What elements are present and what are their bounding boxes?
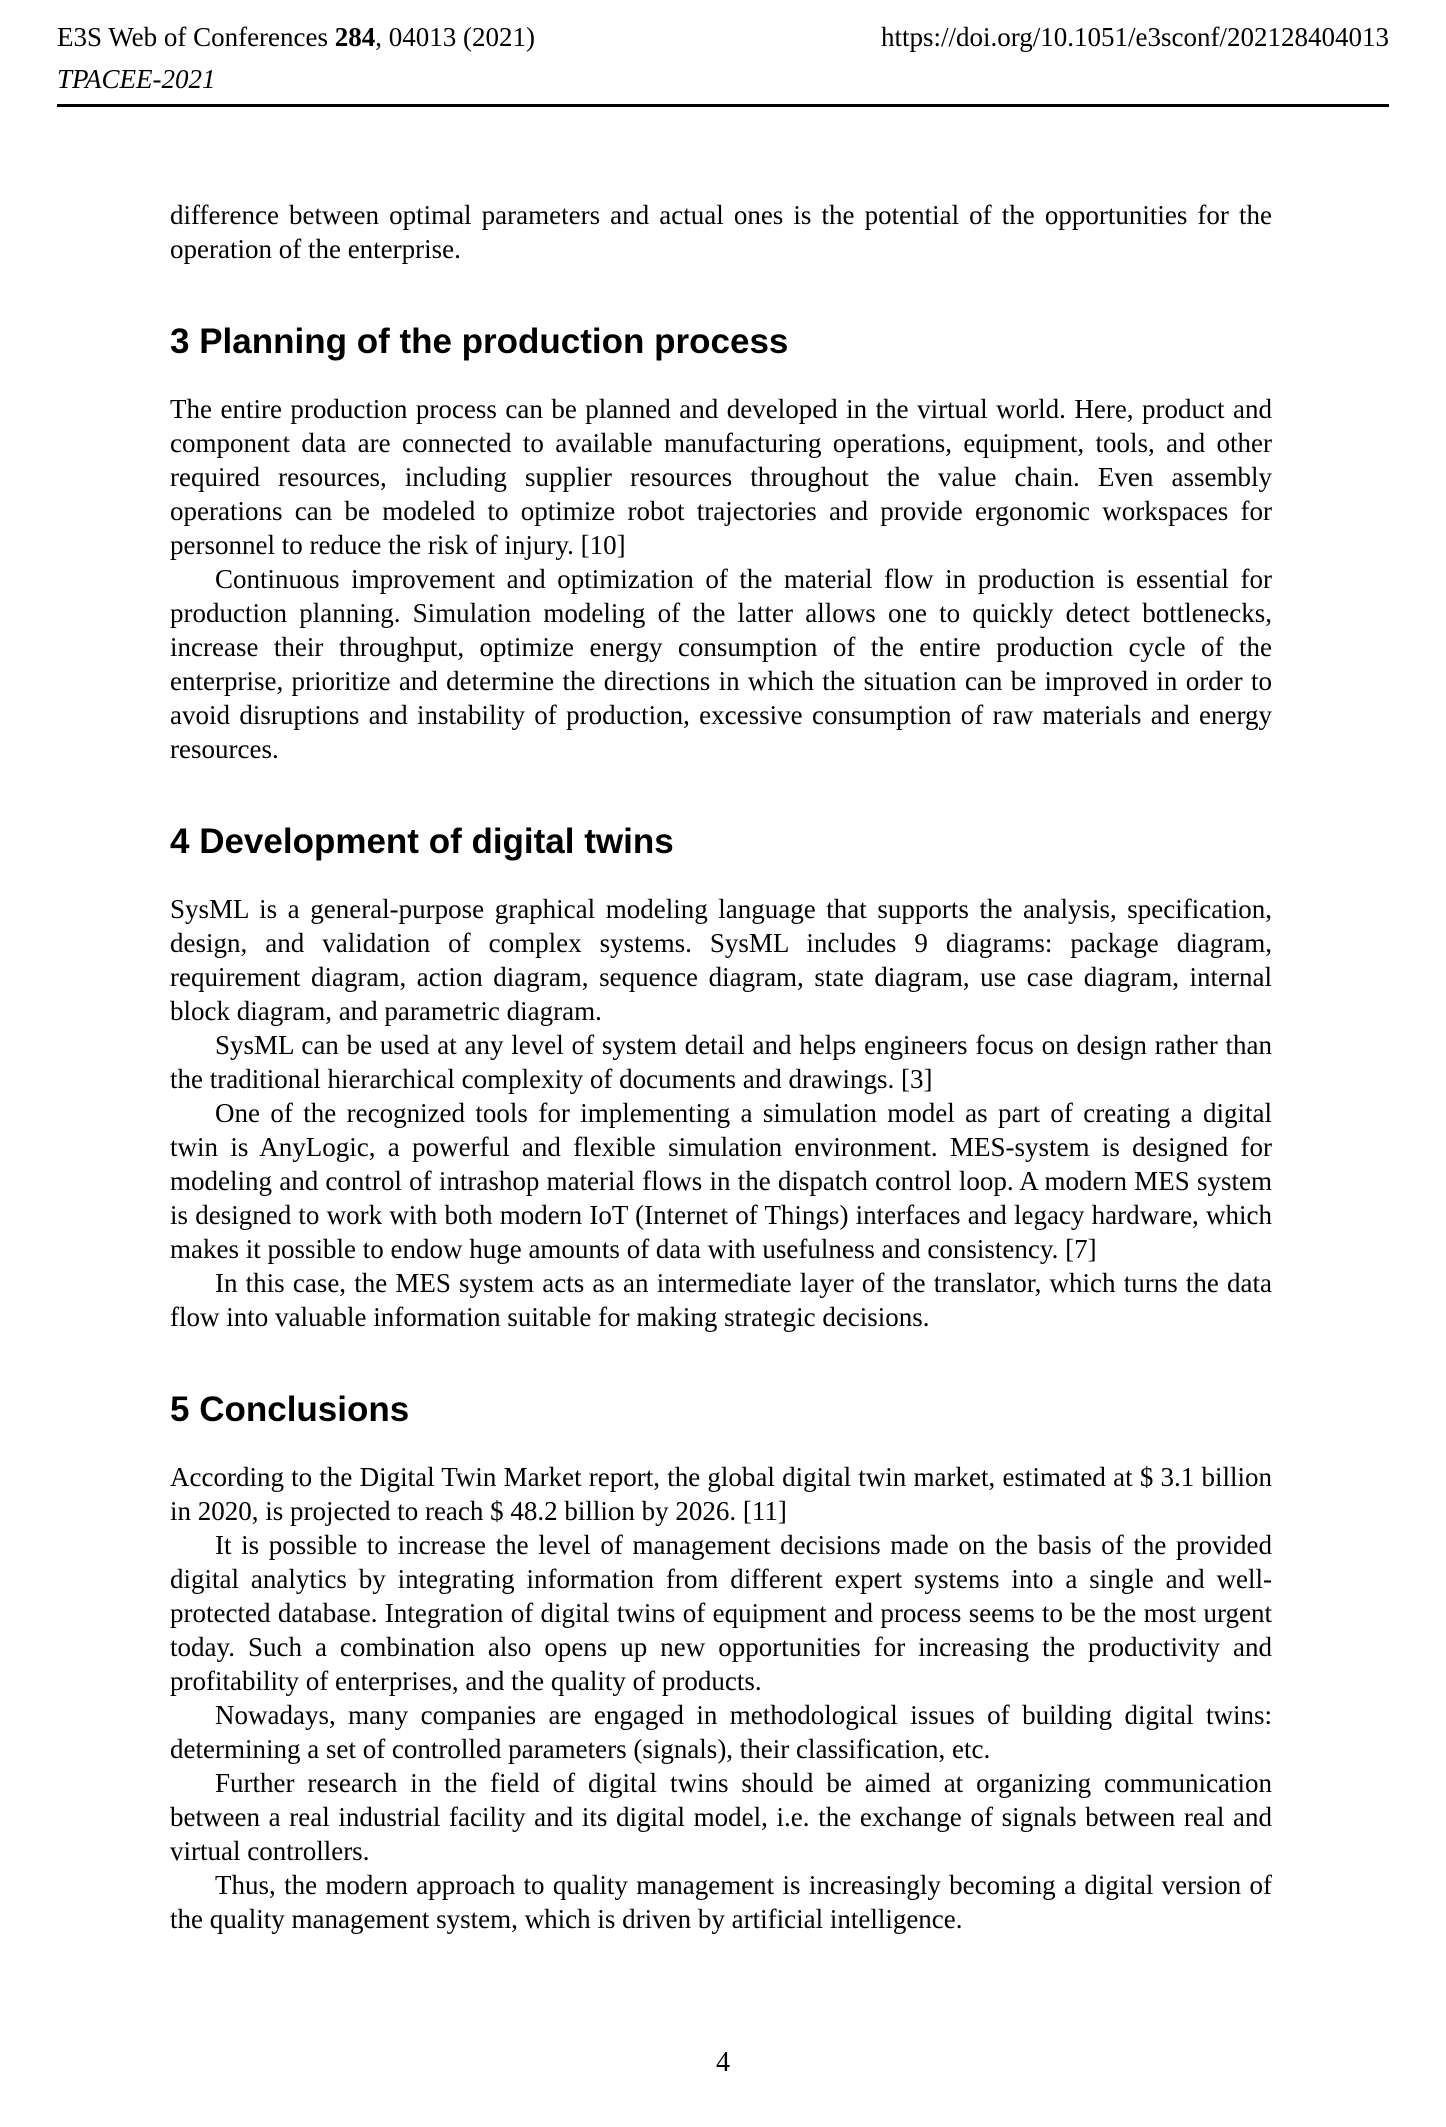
header-rule [57,104,1389,107]
header-row [57,22,1389,53]
journal-title: E3S Web of Conferences [57,22,335,52]
paragraph: Thus, the modern approach to quality management is increasingly becoming a digital version of the quality management system, which is driven by artificial intelligence. [170,1870,1272,1934]
paragraph: In this case, the MES system acts as an intermediate layer of the translator, which turns the data flow into valuable information suitable for making strategic decisions. [170,1268,1272,1332]
section-heading-digital-twins: 4 Development of digital twins [170,822,674,861]
page-header [57,22,1389,107]
section-heading-planning: 3 Planning of the production process [170,322,789,361]
paragraph: SysML can be used at any level of system detail and helps engineers focus on design rather than the traditional hierarchical complexity of documents and drawings. [3] [170,1030,1272,1094]
paragraph: Continuous improvement and optimization of the material flow in production is essential for production planning. Simulation modeling of the latter allows one to quickly detect bottlenecks, increase their throughput, optimize energy consumption of the entire production cycle of the enterprise, prioritize and determine the directions in which the situation can be improved in order to avoid disruptions and instability of production, excessive consumption of raw materials and energy resources. [170,564,1272,764]
paragraph: It is possible to increase the level of management decisions made on the basis of the provided digital analytics by integrating information from different expert systems into a single and well-protected database. Integration of digital twins of equipment and process seems to be the most urgent today. Such a combination also opens up new opportunities for increasing the productivity and profitability of enterprises, and the quality of products. [170,1530,1272,1696]
paragraph: Nowadays, many companies are engaged in methodological issues of building digital twins: determining a set of controlled parameters (signals), their classification, etc. [170,1700,1272,1764]
page-footer [0,2046,1446,2080]
article-body [170,198,1272,1936]
paragraph: The entire production process can be planned and developed in the virtual world. Here, product and component data are connected to available manufacturing operations, equipment, tools, and other required resources, including supplier resources throughout the value chain. Even assembly operations can be modeled to optimize robot trajectories and provide ergonomic workspaces for personnel to reduce the risk of injury. [10] [170,394,1272,560]
journal-issue: , 04013 (2021) [375,22,535,52]
paragraph: One of the recognized tools for implementing a simulation model as part of creating a digital twin is AnyLogic, a powerful and flexible simulation environment. MES-system is designed for modeling and control of intrashop material flows in the dispatch control loop. A modern MES system is designed to work with both modern IoT (Internet of Things) interfaces and legacy hardware, which makes it possible to endow huge amounts of data with usefulness and consistency. [7] [170,1098,1272,1264]
page-number: 4 [716,2047,730,2078]
journal-volume: 284 [334,22,376,52]
journal-reference [57,22,535,53]
paragraph: SysML is a general-purpose graphical modeling language that supports the analysis, specification, design, and validation of complex systems. SysML includes 9 diagrams: package diagram, requirement diagram, action diagram, sequence diagram, state diagram, use case diagram, internal block diagram, and parametric diagram. [170,894,1272,1026]
intro-paragraph: difference between optimal parameters and actual ones is the potential of the opportunities for the operation of the enterprise. [170,200,1272,264]
paragraph: According to the Digital Twin Market report, the global digital twin market, estimated at $ 3.1 billion in 2020, is projected to reach $ 48.2 billion by 2026. [11] [170,1462,1272,1526]
doi-link[interactable]: https://doi.org/10.1051/e3sconf/202128404013 [881,22,1389,52]
section-heading-conclusions: 5 Conclusions [170,1390,410,1429]
conference-name: TPACEE-2021 [57,64,216,94]
paragraph: Further research in the field of digital twins should be aimed at organizing communication between a real industrial facility and its digital model, i.e. the exchange of signals between real and virtual controllers. [170,1768,1272,1866]
